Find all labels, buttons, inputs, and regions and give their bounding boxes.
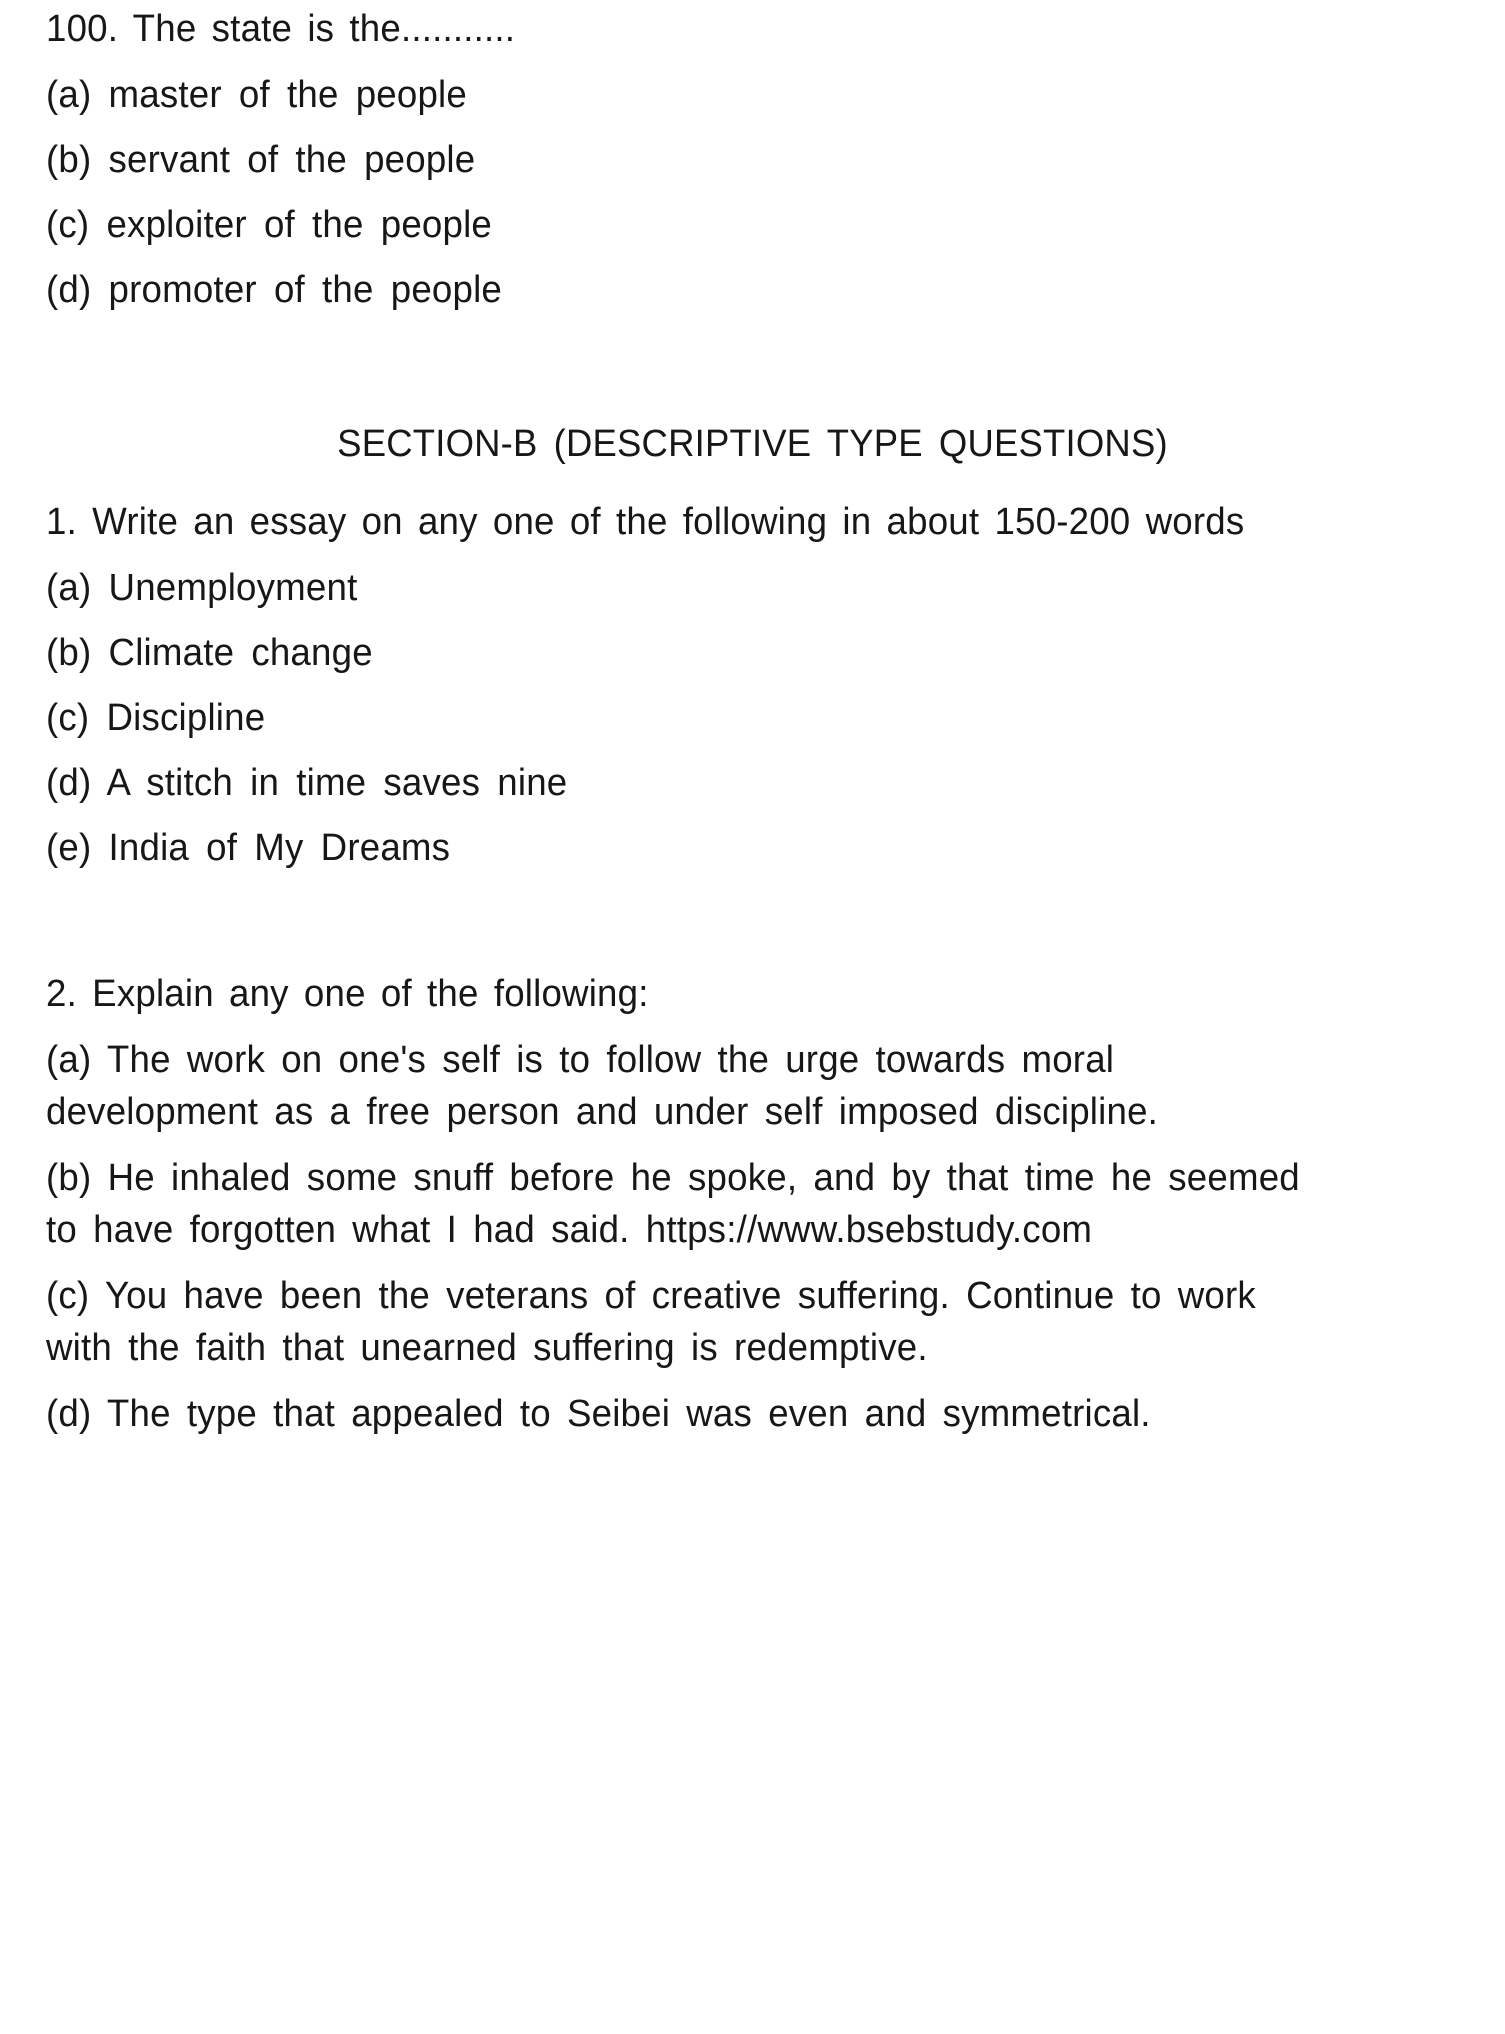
question-2-part-a[interactable] bbox=[46, 1041, 1459, 1131]
question-2-part-a-line-1: (a) The work on one's self is to follow the urge towards moral bbox=[46, 1039, 1115, 1081]
mcq-question-100 bbox=[46, 10, 1459, 309]
question-1-option-d[interactable]: (d) A stitch in time saves nine bbox=[46, 762, 568, 804]
question-2-part-b-line-2: to have forgotten what I had said. https://www.bsebstudy.com bbox=[46, 1209, 1093, 1251]
question-1 bbox=[46, 503, 1459, 867]
question-2-part-c-line-2: with the faith that unearned suffering is redemptive. bbox=[46, 1327, 928, 1369]
question-1-option-e[interactable]: (e) India of My Dreams bbox=[46, 827, 451, 869]
question-2-part-d[interactable] bbox=[46, 1395, 1459, 1433]
question-2-part-c[interactable] bbox=[46, 1277, 1459, 1367]
mcq-option-c[interactable]: (c) exploiter of the people bbox=[46, 204, 493, 246]
mcq-option-a[interactable]: (a) master of the people bbox=[46, 74, 467, 116]
question-1-option-a[interactable]: (a) Unemployment bbox=[46, 567, 358, 609]
question-2-part-d-line-1: (d) The type that appealed to Seibei was even and symmetrical. bbox=[46, 1393, 1151, 1435]
mcq-option-b[interactable]: (b) servant of the people bbox=[46, 139, 476, 181]
question-2-part-b-line-1: (b) He inhaled some snuff before he spoke, and by that time he seemed bbox=[46, 1157, 1300, 1199]
question-2-part-a-line-2: development as a free person and under self imposed discipline. bbox=[46, 1091, 1159, 1133]
mcq-option-d[interactable]: (d) promoter of the people bbox=[46, 269, 503, 311]
mcq-stem: 100. The state is the........... bbox=[46, 8, 516, 50]
question-1-option-b[interactable]: (b) Climate change bbox=[46, 632, 373, 674]
question-1-option-c[interactable]: (c) Discipline bbox=[46, 697, 266, 739]
question-2 bbox=[46, 975, 1459, 1433]
question-1-stem: 1. Write an essay on any one of the following in about 150-200 words bbox=[46, 501, 1245, 543]
question-2-part-b[interactable] bbox=[46, 1159, 1459, 1249]
question-2-stem: 2. Explain any one of the following: bbox=[46, 973, 649, 1015]
question-2-part-c-line-1: (c) You have been the veterans of creative suffering. Continue to work bbox=[46, 1275, 1256, 1317]
section-b-heading: SECTION-B (DESCRIPTIVE TYPE QUESTIONS) bbox=[337, 423, 1168, 465]
